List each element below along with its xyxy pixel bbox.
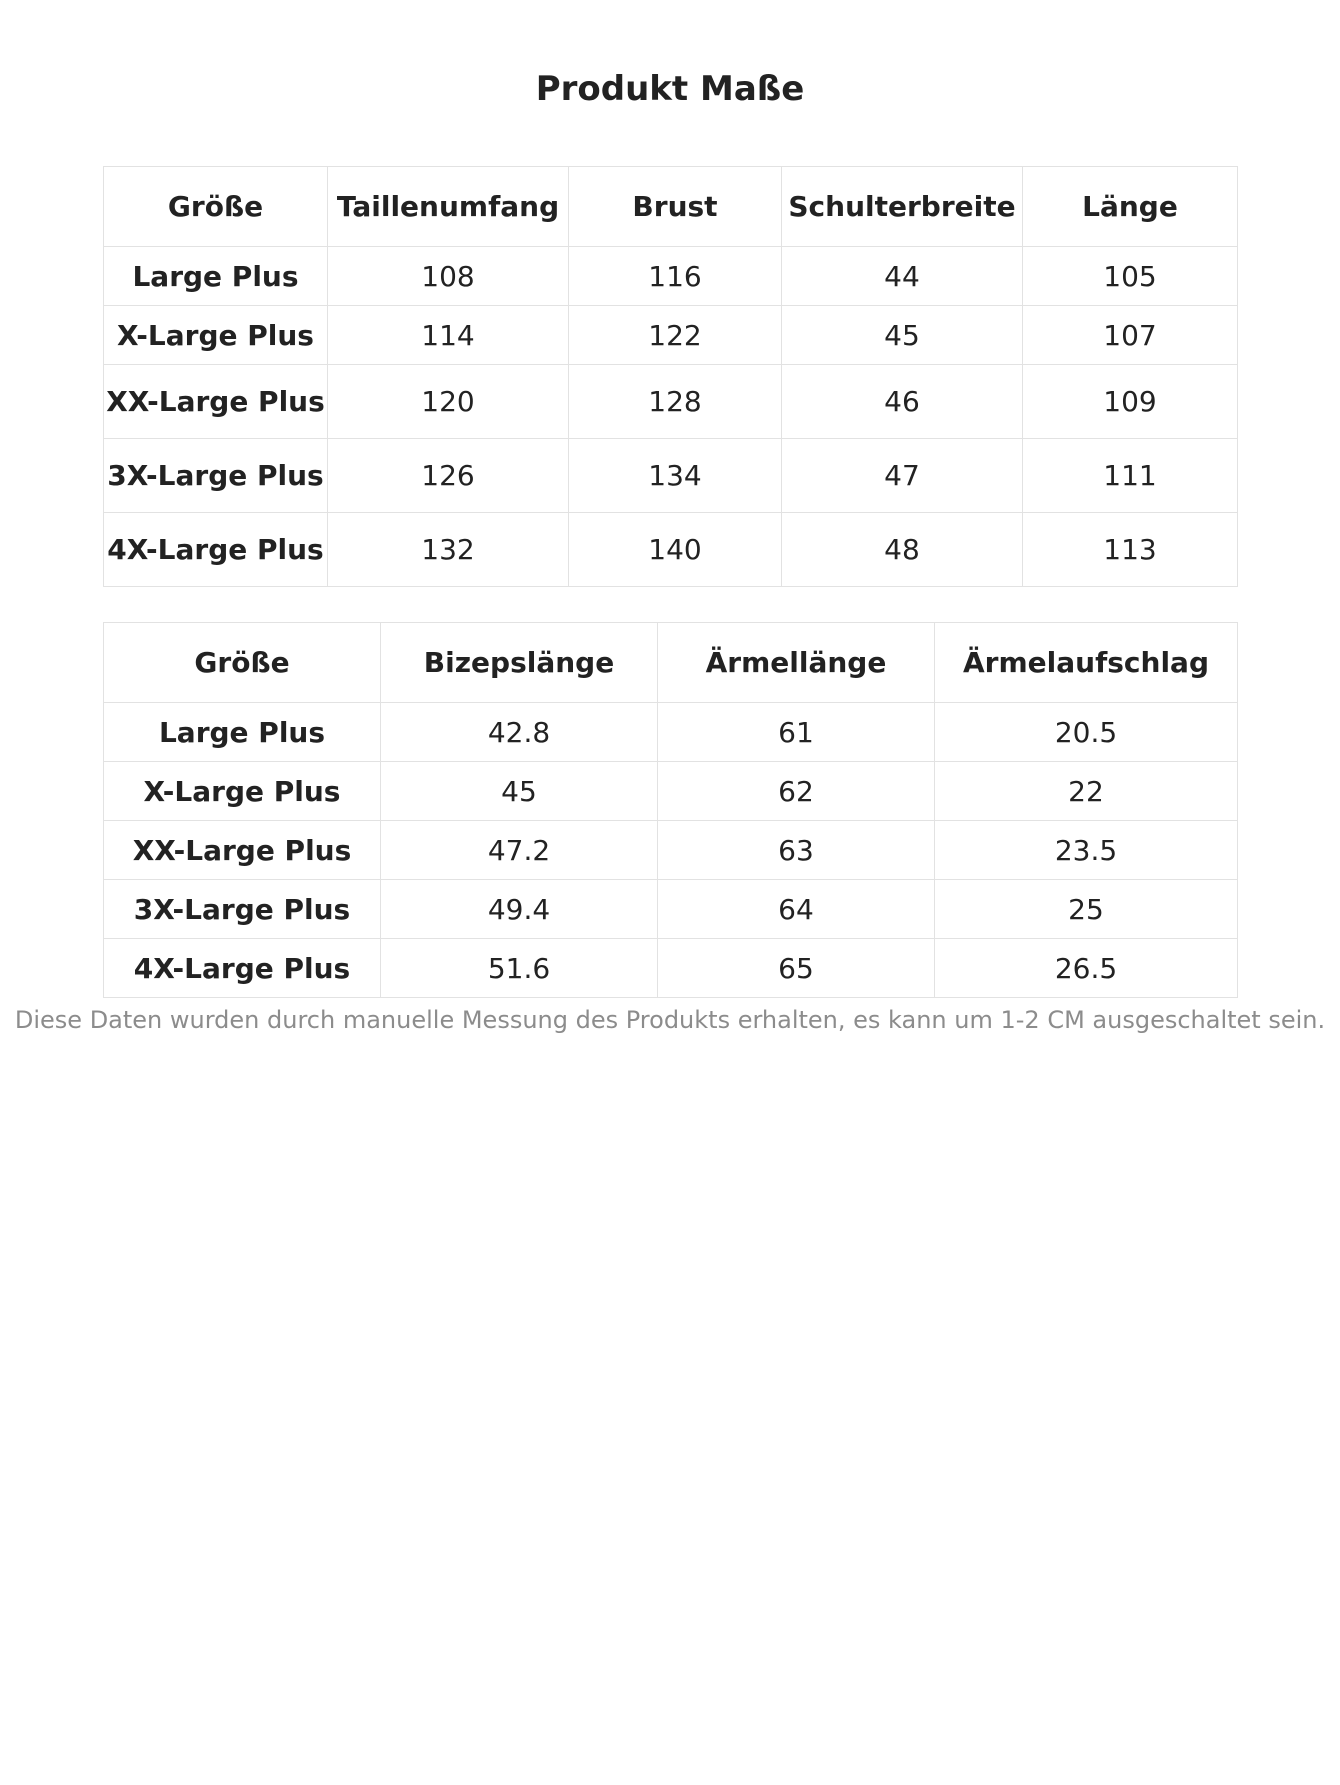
shoulder-width-cell: 47 [782, 439, 1023, 513]
waist-cell: 114 [328, 306, 569, 365]
measurement-note: Diese Daten wurden durch manuelle Messung des Produkts erhalten, es kann um 1-2 CM ausgeschaltet sein. [14, 1006, 1326, 1034]
sleeve-length-cell: 64 [658, 880, 935, 939]
column-header-cuff: Ärmelaufschlag [935, 623, 1238, 703]
table-row [104, 821, 1238, 880]
table-row [104, 247, 1238, 306]
column-header-sleeve-length: Ärmellänge [658, 623, 935, 703]
chest-cell: 140 [569, 513, 782, 587]
cuff-cell: 22 [935, 762, 1238, 821]
chest-cell: 128 [569, 365, 782, 439]
shoulder-width-cell: 44 [782, 247, 1023, 306]
table-row [104, 306, 1238, 365]
cuff-cell: 25 [935, 880, 1238, 939]
column-header-length: Länge [1023, 167, 1238, 247]
table-row [104, 513, 1238, 587]
shoulder-width-cell: 48 [782, 513, 1023, 587]
chest-cell: 134 [569, 439, 782, 513]
table-header-row [104, 167, 1238, 247]
cuff-cell: 23.5 [935, 821, 1238, 880]
chest-cell: 116 [569, 247, 782, 306]
size-cell: 4X-Large Plus [104, 513, 328, 587]
length-cell: 107 [1023, 306, 1238, 365]
biceps-cell: 42.8 [381, 703, 658, 762]
waist-cell: 108 [328, 247, 569, 306]
column-header-size: Größe [104, 623, 381, 703]
column-header-biceps: Bizepslänge [381, 623, 658, 703]
sleeve-length-cell: 65 [658, 939, 935, 998]
column-header-waist: Taillenumfang [328, 167, 569, 247]
table-row [104, 439, 1238, 513]
cuff-cell: 20.5 [935, 703, 1238, 762]
shoulder-width-cell: 46 [782, 365, 1023, 439]
size-table-sleeve-measurements [103, 622, 1238, 998]
length-cell: 109 [1023, 365, 1238, 439]
size-cell: X-Large Plus [104, 762, 381, 821]
table-header-row [104, 623, 1238, 703]
shoulder-width-cell: 45 [782, 306, 1023, 365]
table-row [104, 939, 1238, 998]
sleeve-length-cell: 62 [658, 762, 935, 821]
size-cell: 3X-Large Plus [104, 439, 328, 513]
size-cell: XX-Large Plus [104, 365, 328, 439]
waist-cell: 132 [328, 513, 569, 587]
size-cell: Large Plus [104, 703, 381, 762]
length-cell: 105 [1023, 247, 1238, 306]
sleeve-length-cell: 63 [658, 821, 935, 880]
waist-cell: 120 [328, 365, 569, 439]
size-cell: Large Plus [104, 247, 328, 306]
table-row [104, 365, 1238, 439]
chest-cell: 122 [569, 306, 782, 365]
page-title: Produkt Maße [535, 69, 805, 109]
size-cell: X-Large Plus [104, 306, 328, 365]
biceps-cell: 47.2 [381, 821, 658, 880]
column-header-chest: Brust [569, 167, 782, 247]
column-header-size: Größe [104, 167, 328, 247]
cuff-cell: 26.5 [935, 939, 1238, 998]
size-cell: 3X-Large Plus [104, 880, 381, 939]
length-cell: 111 [1023, 439, 1238, 513]
biceps-cell: 45 [381, 762, 658, 821]
size-cell: 4X-Large Plus [104, 939, 381, 998]
table-row [104, 880, 1238, 939]
table-row [104, 703, 1238, 762]
length-cell: 113 [1023, 513, 1238, 587]
size-cell: XX-Large Plus [104, 821, 381, 880]
sleeve-length-cell: 61 [658, 703, 935, 762]
column-header-shoulder-width: Schulterbreite [782, 167, 1023, 247]
waist-cell: 126 [328, 439, 569, 513]
size-table-body-measurements [103, 166, 1238, 587]
table-row [104, 762, 1238, 821]
biceps-cell: 49.4 [381, 880, 658, 939]
biceps-cell: 51.6 [381, 939, 658, 998]
